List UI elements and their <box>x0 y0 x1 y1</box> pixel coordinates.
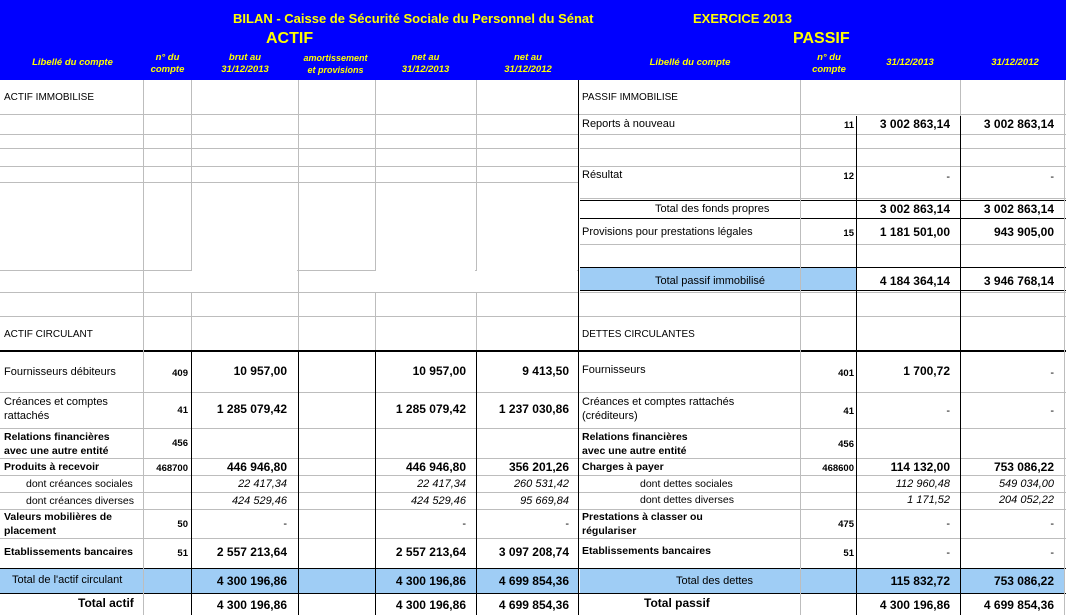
actif-col-net2013: net au 31/12/2013 <box>401 52 450 75</box>
actif-heading: ACTIF <box>266 30 314 47</box>
dettes-circulantes-title: DETTES CIRCULANTES <box>582 329 695 340</box>
passif-immobilise-title: PASSIF IMMOBILISE <box>582 92 678 103</box>
passif-col-2013: 31/12/2013 <box>886 57 934 68</box>
balance-sheet-grid: ACTIF IMMOBILISE ACTIF CIRCULANT Fournisseurs débiteurs 409 10 957,00 10 957,00 9 413,50 Créances et comptes rattachés 41 1 285 079,42 1 285 079,42 1 237 030,86 Relations financières avec une autre entité 456 Produits à recevoir 468700 446 946,80 446 946,80 356 201,26 dont créances sociales 22 417,34 22 417,34 260 531,42 dont créances diverses 424 529,46 424 529,46 95 669,84 Valeurs mobilières de placement 50 - - - Etablissements bancaires 51 2 557 213,64 2 557 213,64 3 097 208,74 Total de l'actif circulant 4 300 196,86 4 300 196,86 4 699 854,36 Total actif 4 300 196,86 4 300 196,86 4 699 854,36 PASSIF IMMOBILISE Reports à nouveau 11 3 002 863,14 3 002 863,14 Résultat 12 - - Total des fonds propres 3 002 863,14 3 002 863,14 Provisions pour prestations légales 15 1 181 501,00 943 905,00 Total passif immobilisé 4 184 364,14 3 946 768,14 DETTES CIRCULANTES Fournisseurs 401 1 700,72 - Créances et comptes rattachés (créditeurs) 41 - - Relations financières avec une autre entité 456 Charges à payer 468600 114 132,00 753 086,22 dont dettes sociales 112 960,48 549 034,00 dont dettes diverses 1 171,52 204 052,22 Prestations à classer ou régulariser 475 - - Etablissements bancaires 51 - - Total des dettes 115 832,72 753 086,22 Total passif 4 300 196,86 4 699 854,36 <box>0 80 1066 615</box>
passif-col-2012: 31/12/2012 <box>991 57 1039 68</box>
actif-col-libelle: Libellé du compte <box>32 57 113 68</box>
actif-col-brut: brut au 31/12/2013 <box>221 52 269 75</box>
actif-col-net2012: net au 31/12/2012 <box>504 52 552 75</box>
actif-col-num: n° du compte <box>150 52 185 75</box>
passif-col-libelle: Libellé du compte <box>649 57 731 68</box>
table-header <box>0 0 1066 80</box>
exercice-label: EXERCICE 2013 <box>693 11 792 26</box>
actif-col-amort: amortissement et provisions <box>303 53 368 75</box>
passif-heading: PASSIF <box>793 30 850 47</box>
report-title: BILAN - Caisse de Sécurité Sociale du Personnel du Sénat <box>233 11 594 26</box>
actif-circulant-title: ACTIF CIRCULANT <box>4 329 93 340</box>
passif-col-num: n° du compte <box>812 52 846 75</box>
actif-immobilise-title: ACTIF IMMOBILISE <box>4 92 95 103</box>
